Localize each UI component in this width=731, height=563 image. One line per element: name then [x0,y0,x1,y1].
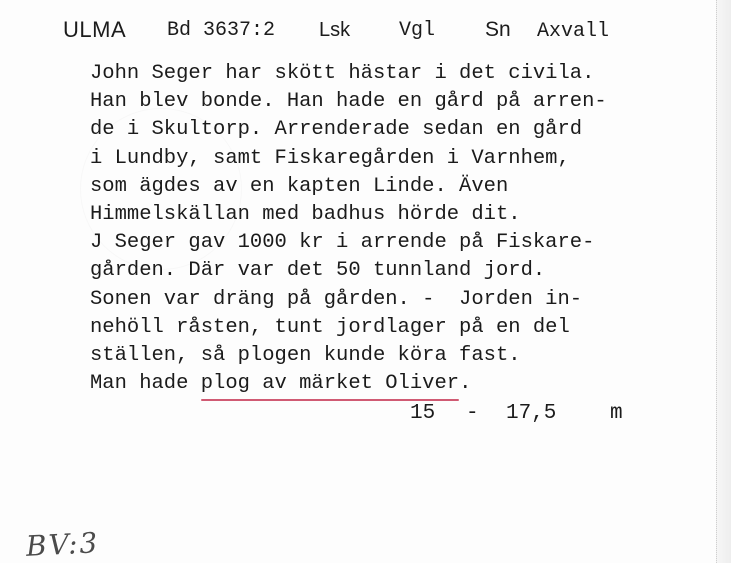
district-code: Vgl [399,19,436,42]
parish-name: Axvall [537,20,610,43]
text-line: i Lundby, samt Fiskaregården i Varnhem, [90,146,570,170]
text-line: gården. Där var det 50 tunnland jord. [90,259,546,283]
measurement-dash: - [466,402,479,425]
red-underline [201,399,459,401]
typed-body-text [90,60,690,398]
measurement-to: 17,5 [506,402,557,425]
measurement-unit: m [610,402,623,425]
text-line: ställen, så plogen kunde köra fast. [90,343,521,367]
text-line: Sonen var dräng på gården. - Jorden in- [90,287,583,311]
parish-label: Sn [485,18,511,41]
text-line: de i Skultorp. Arrenderade sedan en gård [90,118,583,142]
text-line: J Seger gav 1000 kr i arrende på Fiskare- [90,231,595,255]
last-line-suffix: . [459,372,472,396]
text-line: Himmelskällan med badhus hörde dit. [90,202,521,226]
text-line: Han blev bonde. Han hade en gård på arren- [90,90,607,114]
underlined-phrase [201,370,459,398]
archive-code: ULMA [63,17,127,42]
text-line: nehöll råsten, tunt jordlager på en del [90,315,570,339]
measurement-from: 15 [410,402,436,425]
handwritten-note: BV:3 [25,526,101,563]
county-code: Lsk [319,19,351,41]
text-line-last [90,370,690,398]
text-line: John Seger har skött hästar i det civila. [90,62,595,85]
record-number: Bd 3637:2 [167,19,276,42]
underlined-text: plog av märket Oliver [200,372,460,396]
card-edge [716,0,731,563]
text-line: som ägdes av en kapten Linde. Även [90,174,509,198]
last-line-prefix: Man hade [90,372,201,396]
